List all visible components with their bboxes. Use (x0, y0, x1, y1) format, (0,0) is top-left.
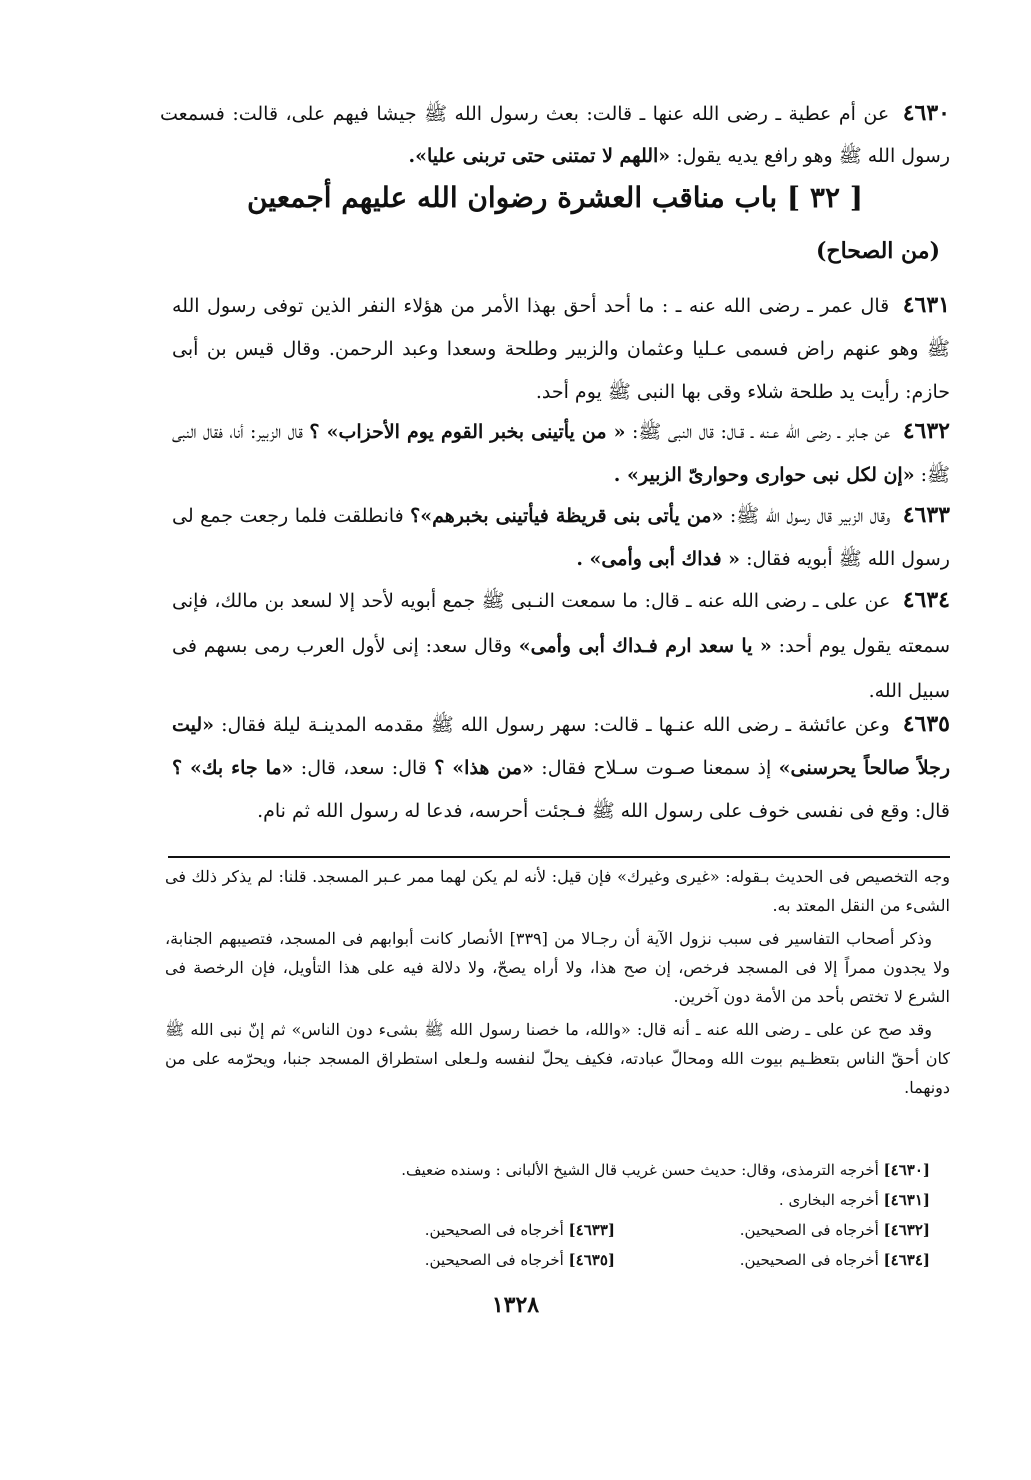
hadith-text: قال: وقع فى نفسى خوف على رسول الله ﷺ فـجئت أحرسه، فدعا له رسول الله ثم نام. (257, 800, 950, 822)
takhrij-number: [٤٦٣٠] (883, 1161, 930, 1179)
hadith-quote: «إن لكل نبى حوارى وحوارىّ الزبير» . (613, 464, 915, 486)
takhrij-text: أخرجاه فى الصحيحين. (739, 1251, 879, 1269)
takhrij-row (300, 1245, 930, 1275)
hadith-number: ٤٦٣٠ (902, 100, 950, 126)
hadith-text: قال عمر ـ رضى الله عنه ـ : ما أحد أحق بهذا الأمر من هؤلاء النفر الذين توفى رسول الله ﷺ وهو عنهم راض فسمى عـليا وعثمان والزبير وطلحة وسعدا وعبد الرحمن. وقال قيس بن أبى حازم: رأيت يد طلحة شلاء وقى بها النبى ﷺ يوم أحد. (172, 295, 950, 403)
takhrij-row (300, 1215, 930, 1245)
hadith-text: فانطلقت فلما رجعت جمع لى رسول الله ﷺ أبويه فقال: (172, 505, 950, 570)
hadith-text: عن جـابر ـ رضى الله عـنه ـ قـال: قال النبى ﷺ: (625, 421, 891, 443)
hadith-4632 (172, 410, 950, 497)
hadith-number: ٤٦٣١ (902, 292, 950, 318)
takhrij-number: [٤٦٣٤] (883, 1251, 930, 1269)
page-number: ١٣٢٨ (491, 1292, 540, 1318)
hadith-quote: « فداك أبى وأمى» . (576, 548, 741, 570)
hadith-text: عن أم عطية ـ رضى الله عنها ـ قالت: بعث رسول الله ﷺ جيشا فيهم على، قالت: فسمعت رسول الله ﷺ وهو رافع يديه يقول: (160, 103, 950, 167)
commentary-footnote (165, 862, 950, 1106)
commentary-paragraph: وجه التخصيص فى الحديث بـقوله: «غيرى وغيرك» فإن قيل: لأنه لم يكن لهما ممر عـبر المسجد. قلنا: لم يذكر ذلك فى الشىء من النقل المعتد به. (165, 867, 950, 915)
takhrij-entry (300, 1185, 930, 1215)
takhrij-row (300, 1155, 930, 1185)
hadith-text: قال الزبير: أنا، فقال النبى ﷺ: (172, 421, 950, 486)
takhrij-notes (300, 1155, 930, 1275)
hadith-quote: « يا سعد ارم فـداك أبى وأمى» (518, 635, 772, 657)
takhrij-entry (615, 1245, 930, 1275)
takhrij-entry (300, 1245, 615, 1275)
footnote-divider (168, 856, 950, 858)
section-heading: [ ٣٢ ] باب مناقب العشرة رضوان الله عليهم أجمعين (247, 181, 863, 214)
takhrij-text: أخرجاه فى الصحيحين. (739, 1221, 879, 1239)
hadith-text: إذ سمعنا صـوت سـلاح فقال: (533, 757, 772, 779)
hadith-quote: «من يأتى بنى قريظة فيأتينى بخبرهم»؟ (410, 505, 724, 527)
takhrij-number: [٤٦٣١] (883, 1191, 930, 1209)
takhrij-row (300, 1185, 930, 1215)
hadith-number: ٤٦٣٤ (902, 587, 950, 613)
hadith-text: وقال سعد: إنى لأول العرب رمى بسهم فى سبيل الله. (172, 635, 950, 702)
hadith-text: وقال الزبير قال رسول الله ﷺ: (723, 505, 891, 527)
commentary-paragraph: وذكر أصحاب التفاسير فى سبب نزول الآية أن رجـالا من [٣٣٩] الأنصار كانت أبوابهم فى المسجد، فتصيبهم الجنابة، ولا يجدون ممراً إلا فى المسجد فرخص، إن صح هذا، ولا أراه يصحّ، ولا دلالة فيه على هذا التأويل، فإن الرخصة فى الشرع لا تختص بأحد من الأمة دون آخرين. (165, 929, 950, 1006)
takhrij-number: [٤٦٣٥] (568, 1251, 615, 1269)
takhrij-text: أخرجه الترمذى، وقال: حديث حسن غريب قال الشيخ الألبانى : وسنده ضعيف. (401, 1161, 879, 1179)
takhrij-entry (300, 1155, 930, 1185)
hadith-number: ٤٦٣٢ (902, 418, 950, 444)
subheading: (من الصحاح) (815, 238, 940, 264)
hadith-quote: «اللهم لا تمتنى حتى تربنى عليا». (408, 145, 671, 167)
hadith-4630 (160, 92, 950, 177)
hadith-quote: «من هذا» ؟ (434, 757, 534, 779)
takhrij-text: أخرجاه فى الصحيحين. (424, 1251, 564, 1269)
hadith-4634 (172, 578, 950, 714)
hadith-number: ٤٦٣٥ (902, 711, 950, 737)
hadith-4631 (172, 284, 950, 414)
hadith-quote: «ما جاء بك» ؟ (172, 757, 294, 779)
hadith-text: قال: سعد، قال: (293, 757, 427, 779)
hadith-text: وعن عائشة ـ رضى الله عنـها ـ قالت: سهر رسول الله ﷺ مقدمه المدينـة ليلة فقال: (214, 714, 890, 736)
takhrij-entry (615, 1215, 930, 1245)
hadith-number: ٤٦٣٣ (902, 502, 950, 528)
commentary-paragraph: وقد صح عن على ـ رضى الله عنه ـ أنه قال: «والله، ما خصنا رسول الله ﷺ بشىء دون الناس» ثم إنّ نبى الله ﷺ كان أحقّ الناس بتعظـيم بيوت الله ومحالّ عبادته، فكيف يحلّ لنفسه ولـعلى استطراق المسجد جنبا، ويحرّمه على من دونهما. (165, 1020, 950, 1097)
takhrij-text: أخرجاه فى الصحيحين. (424, 1221, 564, 1239)
hadith-text: عن على ـ رضى الله عنه ـ قال: ما سمعت النـبى ﷺ جمع أبويه لأحد إلا لسعد بن مالك، فإنى سمعته يقول يوم أحد: (172, 590, 950, 657)
hadith-quote: « من يأتينى بخبر القوم يوم الأحزاب» ؟ (309, 421, 626, 443)
takhrij-text: أخرجه البخارى . (778, 1191, 879, 1209)
hadith-4635 (172, 703, 950, 833)
takhrij-number: [٤٦٣٢] (883, 1221, 930, 1239)
hadith-quote: «ليت رجلاً صالحاً يحرسنى» (172, 714, 950, 779)
hadith-4633 (172, 494, 950, 581)
takhrij-entry (300, 1215, 615, 1245)
takhrij-number: [٤٦٣٣] (568, 1221, 615, 1239)
